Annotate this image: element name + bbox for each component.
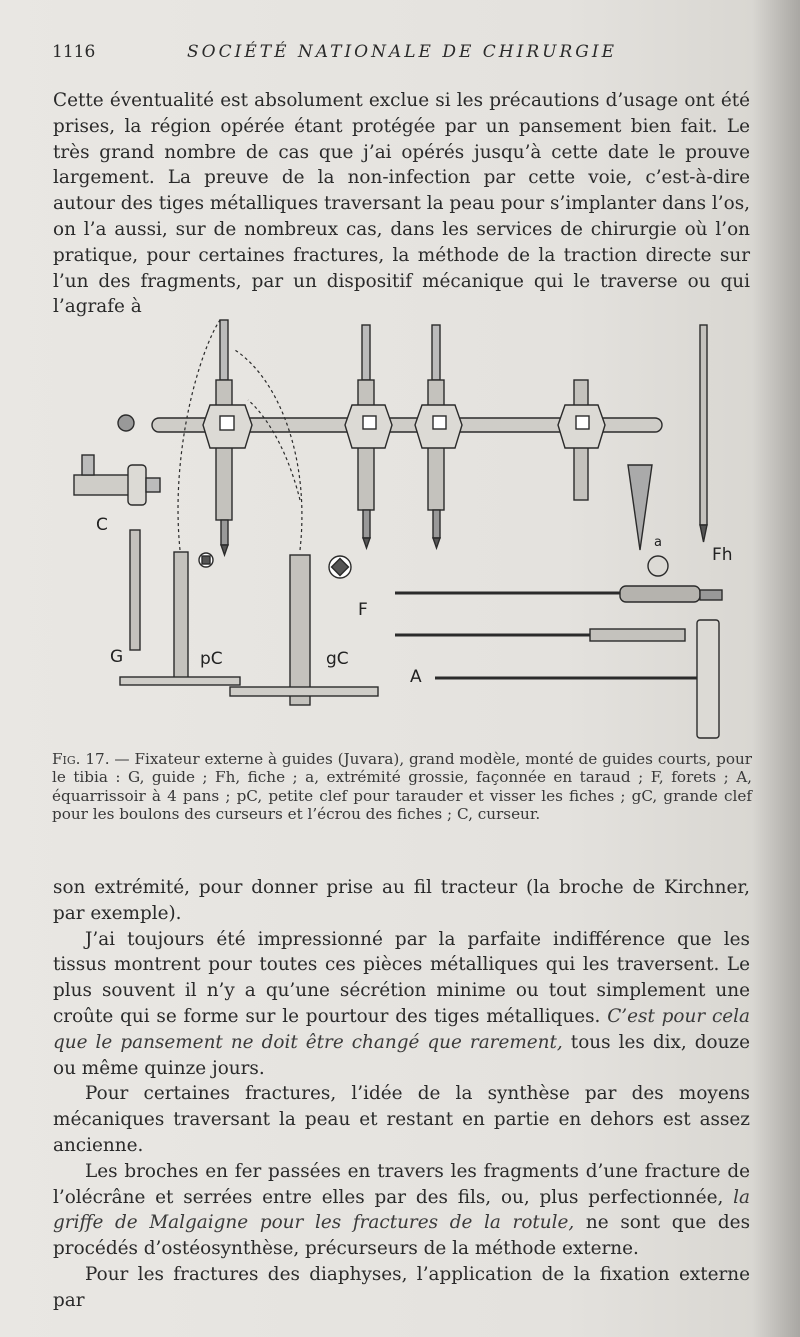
running-header (52, 42, 752, 68)
label-pc: pC (200, 649, 223, 669)
caption-text: — Fixateur externe à guides (Juvara), grand modèle, monté de guides courts, pour le tibia : G, guide ; Fh, fiche ; a, extrémité grossie, façonnée en taraud ; F, forets ; A, équarrissoir à 4 pans ; pC, petite clef pour tarauder et visser les fiches ; gC, grande clef pour les boulons des curseurs et l’écrou des fiches ; C, curseur. (52, 750, 753, 824)
figure-illustration (60, 310, 740, 740)
body-text-top (53, 88, 750, 320)
paragraph-2-start: J’ai toujours été impressionné par la parfaite indifférence que les tissus montrent pour toutes ces pièces métalliques qui les traversent. Le plus souvent il n’y a qu’une sécrétion minime ou tout simplement une croûte qui se forme sur le pourtour des tiges métalliques. (53, 928, 750, 1027)
label-a: a (654, 535, 662, 550)
paragraph-4-end: ne sont que des procédés d’ostéosynthèse, précurseurs de la méthode externe. (53, 1212, 751, 1260)
ball-detail (118, 415, 134, 431)
large-key (230, 555, 378, 705)
taraud-tip (628, 465, 652, 550)
figure-fixateur (60, 310, 740, 740)
caption-lead: Fig. 17. (52, 750, 110, 768)
label-fh: Fh (712, 545, 733, 565)
drill-bits (395, 556, 722, 641)
paragraph-1: son extrémité, pour donner prise au fil tracteur (la broche de Kirchner, par exemple). (53, 877, 750, 924)
paragraph-continued: Cette éventualité est absolument exclue si les précautions d’usage ont été prises, la région opérée étant protégée par un pansement bien fait. Le très grand nombre de cas que j’ai opérés jusqu’à cette date le prouve largement. La preuve de la non-infection par cette voie, c’est-à-dire autour des tiges métalliques traversant la peau pour s’implanter dans l’os, on l’a aussi, sur de nombreux cas, dans les services de chirurgie où l’on pratique, pour certaines fractures, la méthode de la traction directe sur l’un des fragments, par un dispositif mécanique qui le traverse ou qui l’agrafe à (53, 90, 750, 318)
guide-rod (130, 530, 140, 650)
paragraph-4 (53, 1159, 750, 1262)
body-text-bottom (53, 875, 750, 1314)
paragraph-2-italic: C’est pour cela que le pansement ne doit être changé que rarement, (53, 1005, 750, 1053)
figure-caption (52, 750, 752, 824)
running-title: SOCIÉTÉ NATIONALE DE CHIRURGIE (187, 42, 617, 62)
paragraph-5: Pour les fractures des diaphyses, l’application de la fixation externe par (53, 1263, 750, 1311)
fiche-fh (700, 325, 707, 542)
label-gc: gC (326, 649, 349, 669)
label-g: G (110, 647, 124, 667)
paragraph-3: Pour certaines fractures, l’idée de la synthèse par des moyens mécaniques traversant la peau et restant en partie en dehors est assez ancienne. (53, 1083, 750, 1156)
paragraph-2 (53, 927, 750, 1082)
paragraph-4-start: Les broches en fer passées en travers les fragments d’une fracture de l’olécrâne et serrées entre elles par des fils, ou, plus perfectionnée, (53, 1160, 750, 1208)
cursor-detail (74, 455, 160, 505)
label-f: F (358, 600, 368, 620)
arrow-2 (235, 350, 302, 550)
paragraph-2-end: tous les dix, douze ou même quinze jours. (53, 1031, 750, 1079)
page-number: 1116 (52, 42, 96, 62)
paragraph-4-italic: la griffe de Malgaigne pour les fractures de la rotule, (53, 1186, 750, 1234)
arrow-3 (248, 400, 300, 500)
label-a-reamer: A (410, 667, 422, 687)
label-c: C (96, 515, 108, 535)
